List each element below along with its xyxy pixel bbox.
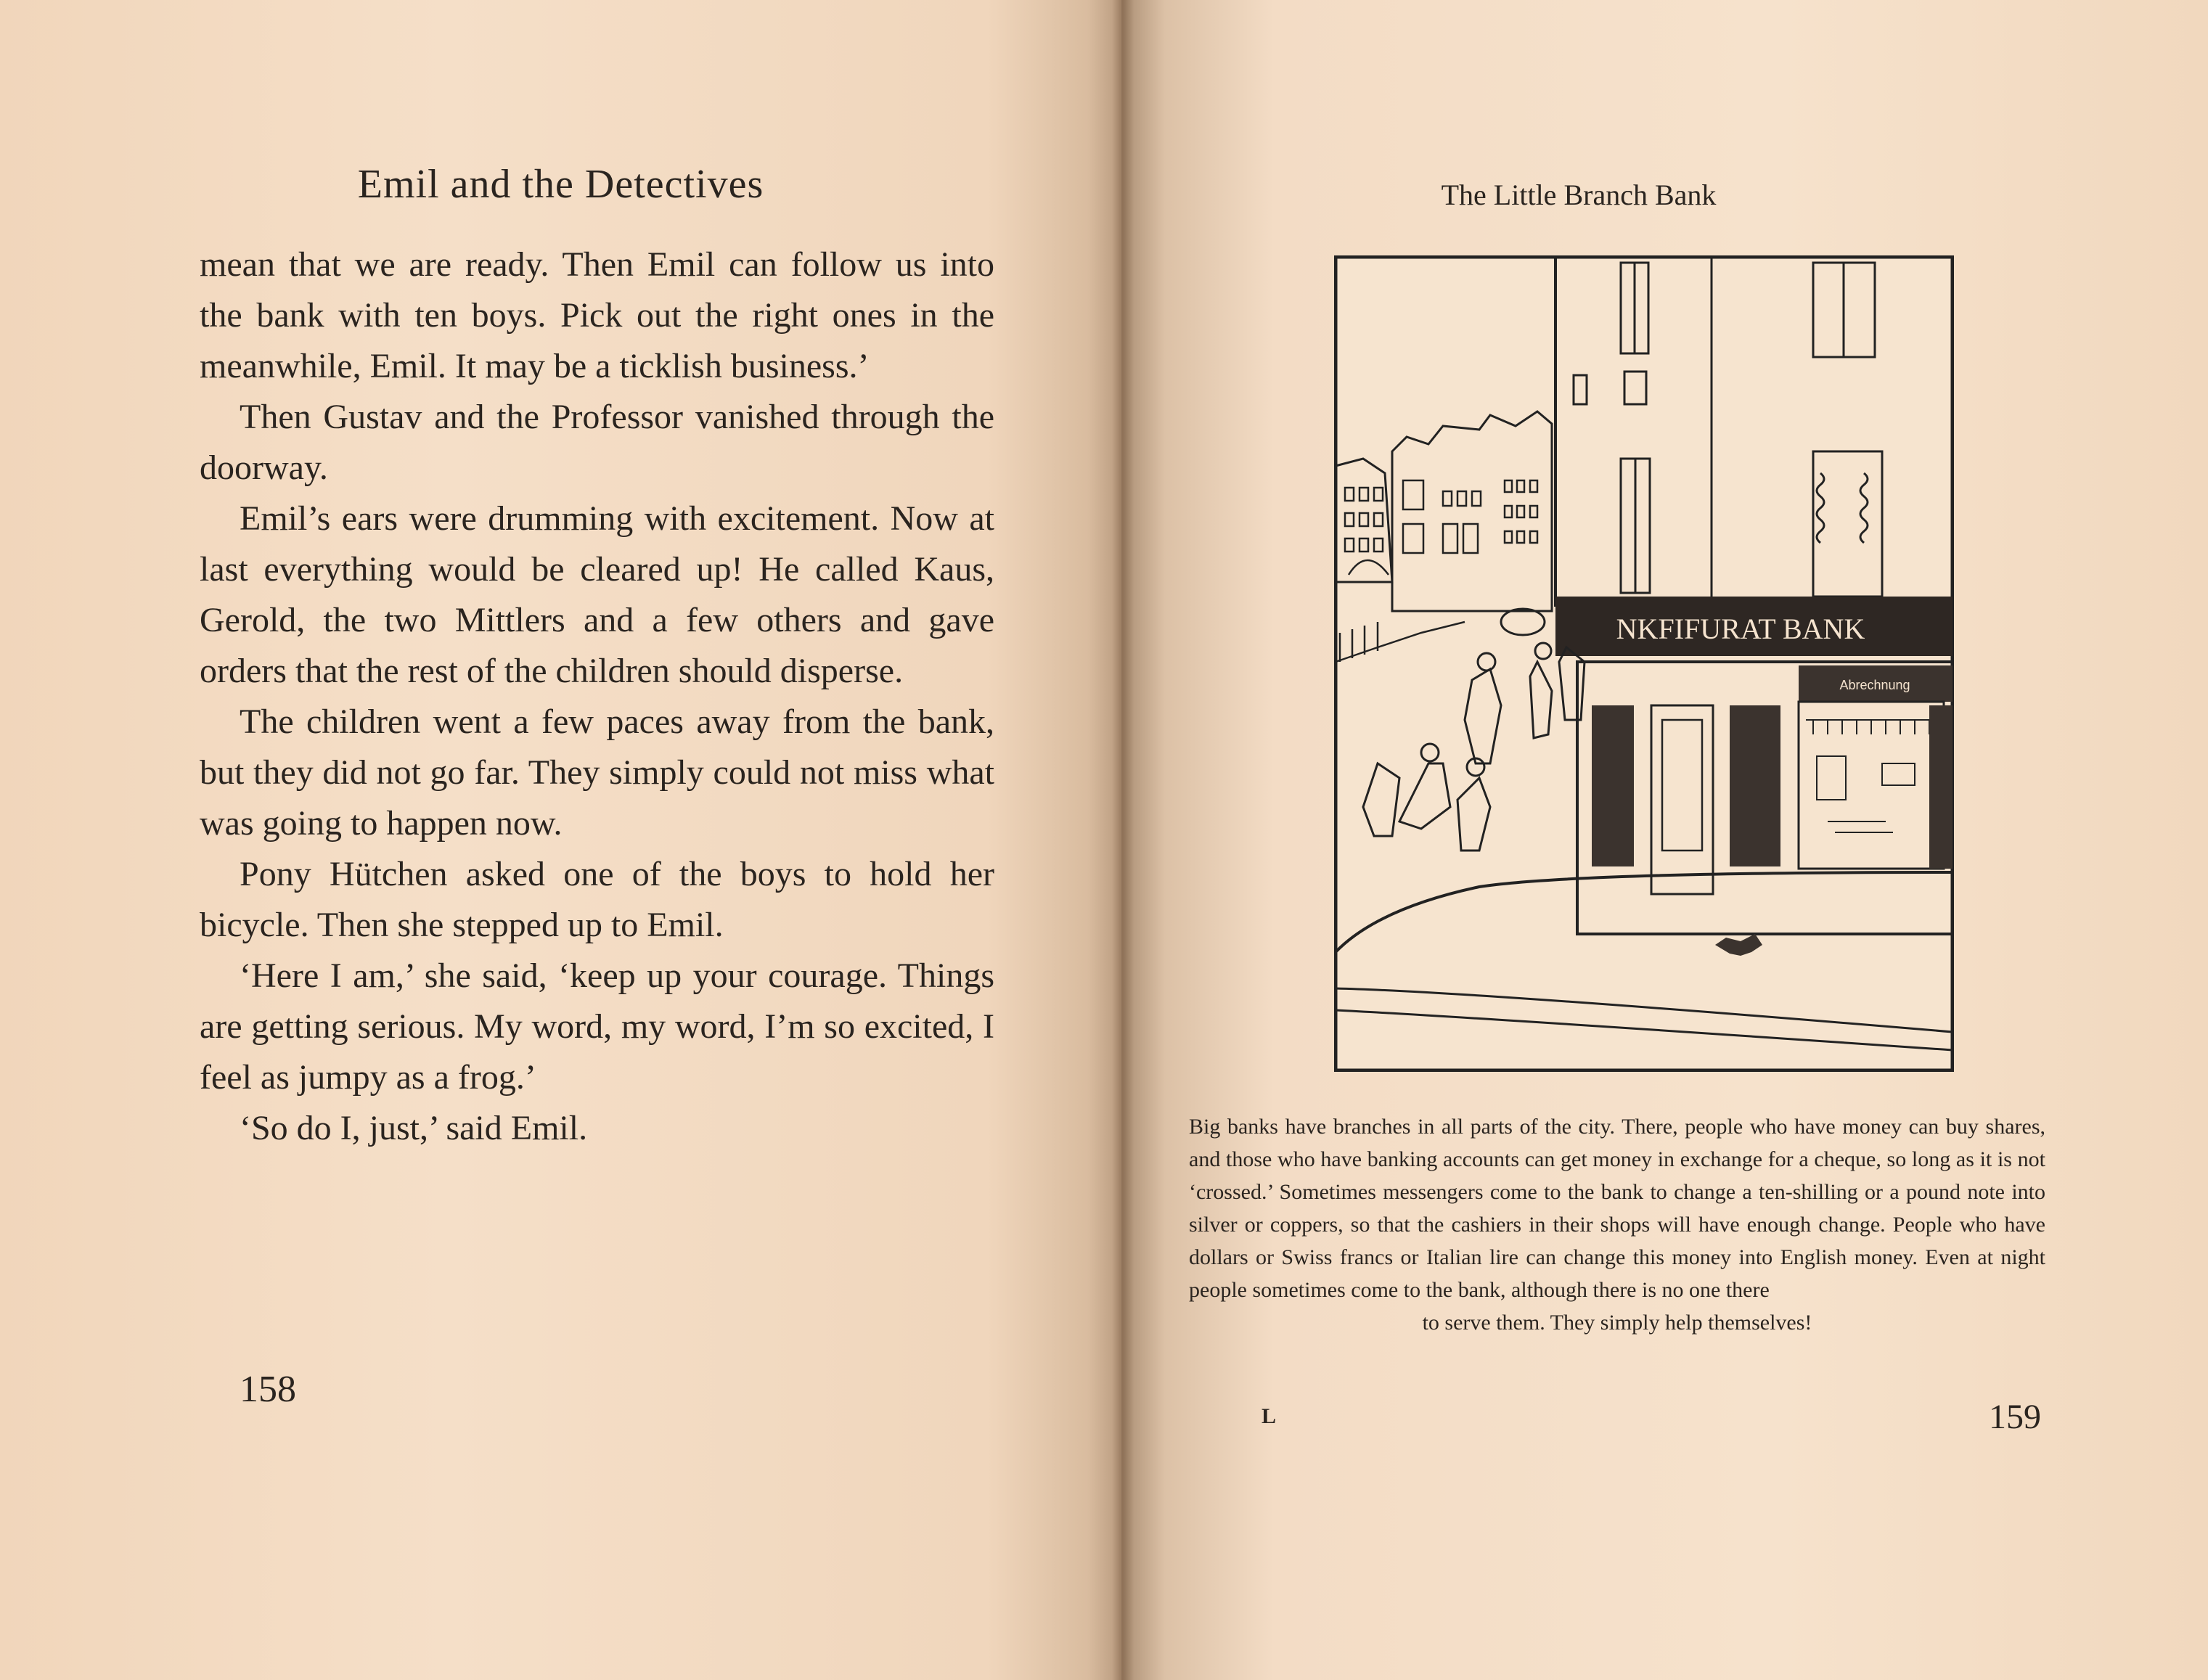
bank-sign-text: NKFIFURAT BANK: [1616, 612, 1865, 645]
paragraph: Pony Hütchen asked one of the boys to hold her bicycle. Then she stepped up to Emil.: [200, 855, 994, 944]
paragraph: Emil’s ears were drumming with excitement. Now at last everything would be cleared up! He called Kaus, Gerold, the two Mittlers and a few others and gave orders that the rest of the children should disperse.: [200, 499, 994, 690]
signature-mark: L: [1262, 1404, 1277, 1428]
caption-text: Big banks have branches in all parts of the city. There, people who have money can buy shares, and those who have banking accounts can get money in exchange for a cheque, so long as it is not ‘crossed.’ Sometimes messengers come to the bank to change a ten-shilling or a pound note into silver or coppers, so that the cashiers in their shops will have enough change. People who have dollars or Swiss francs or Italian lire can change this money into English money. Even at night people sometimes come to the bank, although there is no one there: [1189, 1115, 2045, 1302]
paragraph: ‘So do I, just,’ said Emil.: [240, 1109, 588, 1147]
bank-illustration: [1334, 255, 1954, 1072]
book-gutter: [1112, 0, 1134, 1680]
paragraph: mean that we are ready. Then Emil can follow us into the bank with ten boys. Pick out the right ones in the meanwhile, Emil. It may be a ticklish business.’: [200, 245, 994, 385]
running-head-left: Emil and the Detectives: [357, 162, 764, 207]
illustration-caption: [1189, 1110, 2045, 1339]
running-head-right: The Little Branch Bank: [1441, 179, 1717, 211]
page-number-left: 158: [240, 1369, 296, 1410]
paragraph: ‘Here I am,’ she said, ‘keep up your courage. Things are getting serious. My word, my word, I’m so excited, I feel as jumpy as a frog.’: [200, 956, 994, 1097]
body-text: [200, 239, 994, 1154]
paragraph: The children went a few paces away from the bank, but they did not go far. They simply could not miss what was going to happen now.: [200, 702, 994, 843]
paragraph: Then Gustav and the Professor vanished through the doorway.: [200, 398, 994, 487]
page-number-right: 159: [1989, 1398, 2041, 1436]
caption-last-line: to serve them. They simply help themselves!: [1422, 1311, 1812, 1335]
small-sign-text: Abrechnung: [1839, 678, 1910, 692]
